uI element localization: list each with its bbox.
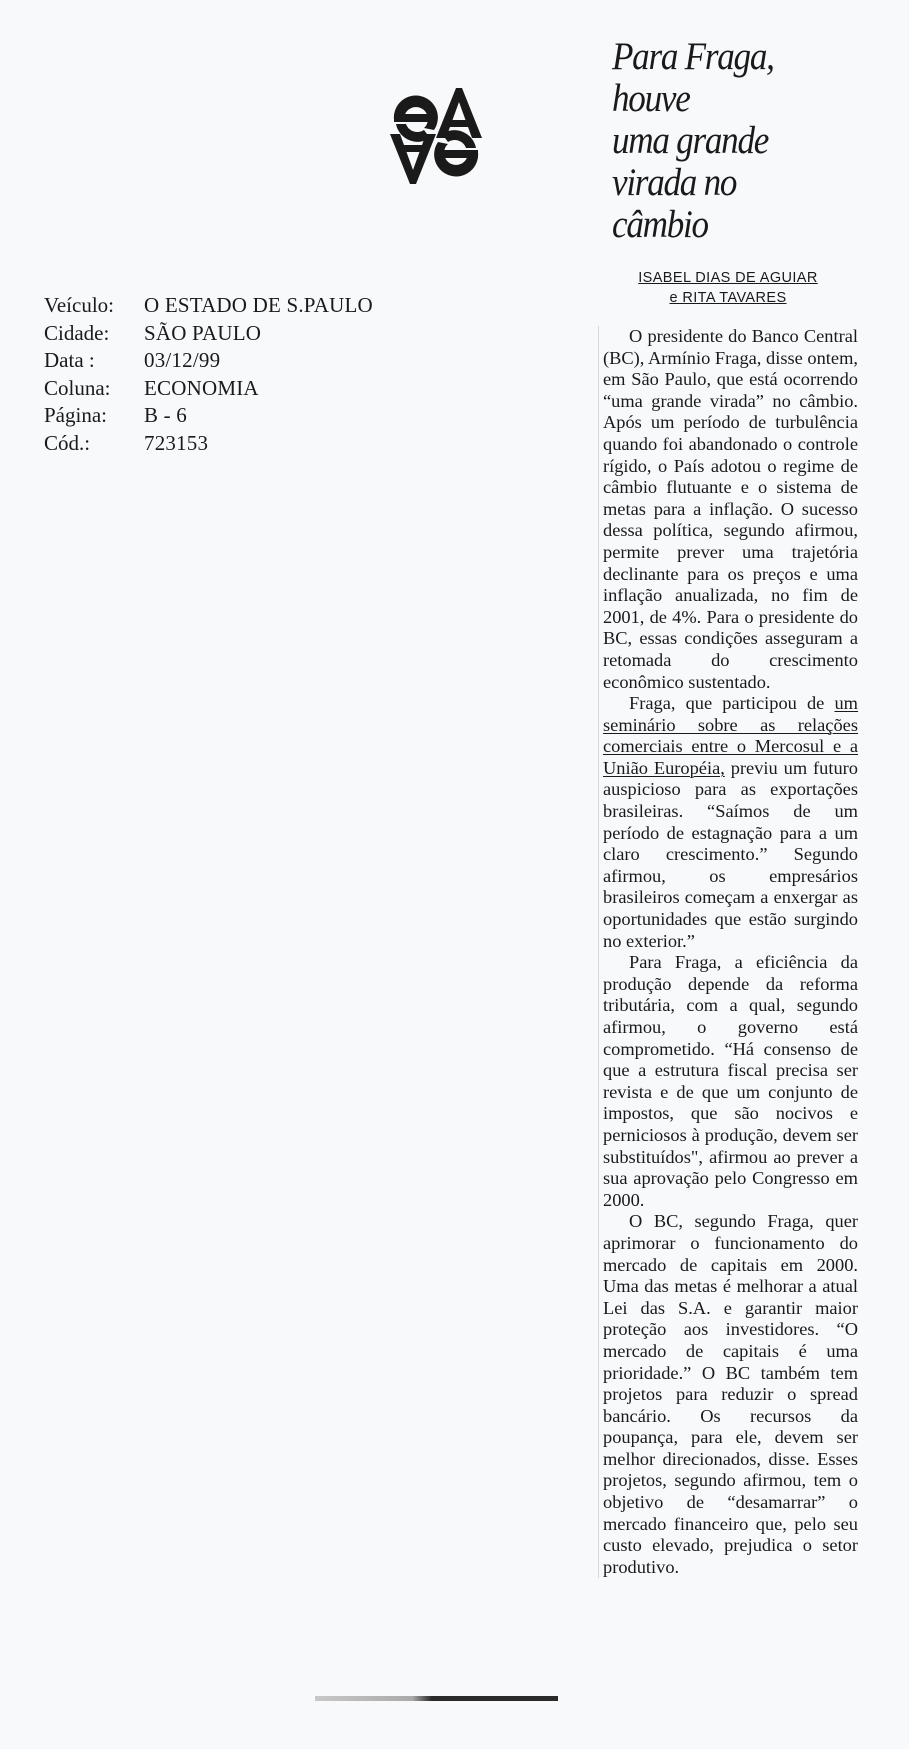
scan-edge-bar xyxy=(315,1696,558,1701)
meta-value: SÃO PAULO xyxy=(144,320,262,345)
byline-author: e RITA TAVARES xyxy=(669,290,787,306)
meta-row-veiculo xyxy=(44,292,373,320)
meta-row-data xyxy=(44,347,373,375)
meta-value: 723153 xyxy=(144,430,209,455)
meta-label: Cód.: xyxy=(44,430,91,455)
meta-value: ECONOMIA xyxy=(144,375,259,400)
headline-line: Para Fraga, houve xyxy=(612,35,774,120)
paragraph-text: Fraga, que participou de xyxy=(629,693,835,714)
meta-value: B - 6 xyxy=(144,403,187,427)
clipping-info xyxy=(44,292,373,457)
article-byline xyxy=(598,268,858,308)
headline-line: uma grande xyxy=(612,119,769,162)
meta-label: Página: xyxy=(44,403,107,427)
news-article xyxy=(598,36,858,1578)
meta-row-cod xyxy=(44,430,373,458)
paragraph-text: previu um futuro auspicioso para as exportações brasileiras. “Saímos de um período de estagnação para a um claro crescimento.” Segundo afirmou, os empresários brasileiros começam a enxergar as oportunidades que estão surgindo no exterior.” xyxy=(603,757,858,951)
meta-label: Coluna: xyxy=(44,375,111,400)
article-paragraph xyxy=(603,693,858,952)
meta-row-cidade xyxy=(44,320,373,348)
underlined-passage: um seminário sobre as relações comerciais entre o Mercosul e a União Européia, xyxy=(603,693,858,778)
meta-label: Data : xyxy=(44,348,95,372)
article-paragraph: O BC, segundo Fraga, quer aprimorar o funcionamento do mercado de capitais em 2000. Uma das metas é melhorar a atual Lei das S.A. e garantir maior proteção aos investidores. “O mercado de capitais é uma prioridade.” O BC também tem projetos para reduzir o spread bancário. Os recursos da poupança, para ele, devem ser melhor direcionados, disse. Esses projetos, segundo afirmou, tem o objetivo de “desamarrar” o mercado financeiro que, pelo seu custo elevado, prejudica o setor produtivo. xyxy=(603,1211,858,1577)
article-paragraph: Para Fraga, a eficiência da produção depende da reforma tributária, com a qual, segundo afirmou, o governo está comprometido. “Há consenso de que a estrutura fiscal precisa ser revista e de que um conjunto de impostos, que são nocivos e perniciosos à produção, devem ser substituídos", afirmou ao prever a sua aprovação pelo Congresso em 2000. xyxy=(603,952,858,1210)
meta-value: 03/12/99 xyxy=(144,348,221,372)
article-paragraph: O presidente do Banco Central (BC), Armínio Fraga, disse ontem, em São Paulo, que está ocorrendo “uma grande virada” no câmbio. Após um período de turbulência quando foi abandonado o controle rígido, o País adotou o regime de câmbio flutuante e o sistema de metas para a inflação. O sucesso dessa política, segundo afirmou, permite prever uma trajetória declinante para os preços e uma inflação anualizada, no fim de 2001, de 4%. Para o presidente do BC, essas condições asseguram a retomada do crescimento econômico sustentado. xyxy=(603,326,858,692)
meta-label: Veículo: xyxy=(44,293,114,317)
meta-row-pagina xyxy=(44,402,373,430)
meta-label: Cidade: xyxy=(44,320,110,345)
article-body xyxy=(598,326,858,1578)
article-headline xyxy=(612,36,833,246)
byline-author: ISABEL DIAS DE AGUIAR xyxy=(638,270,818,286)
meta-row-coluna xyxy=(44,375,373,403)
ea-logo-mark xyxy=(390,84,482,188)
meta-value: O ESTADO DE S.PAULO xyxy=(144,293,373,317)
headline-line: virada no câmbio xyxy=(612,161,737,246)
